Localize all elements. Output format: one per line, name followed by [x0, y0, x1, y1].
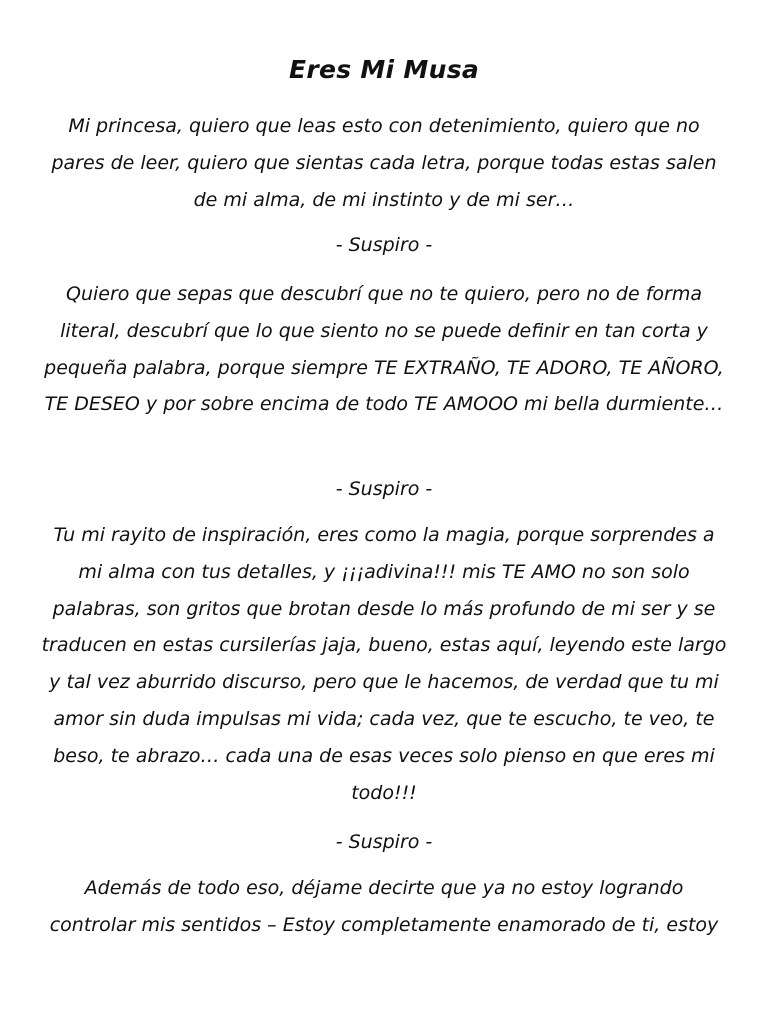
paragraph-1: Mi princesa, quiero que leas esto con detenimiento, quiero que no pares de leer, quiero que sientas cada letra, porque todas estas salen de mi alma, de mi instinto y de mi ser… — [51, 115, 717, 211]
interlude-suspiro-3: - Suspiro - — [335, 831, 433, 853]
interlude-suspiro-1: - Suspiro - — [335, 234, 433, 256]
interlude-suspiro-2: - Suspiro - — [335, 478, 433, 500]
document-title: Eres Mi Musa — [288, 55, 480, 84]
paragraph-2: Quiero que sepas que descubrí que no te quiero, pero no de forma literal, descubrí que lo que siento no se puede definir en tan corta y pequeña palabra, porque siempre TE EXTRAÑO, TE ADORO, TE AÑORO, TE DESEO y por sobre encima de todo TE AMOOO mi bella durmiente… — [44, 283, 724, 416]
paragraph-3: Tu mi rayito de inspiración, eres como la magia, porque sorprendes a mi alma con tus detalles, y ¡¡¡adivina!!! mis TE AMO no son solo palabras, son gritos que brotan desde lo más profundo de mi ser y se traducen en estas cursilerías jaja, bueno, estas aquí, leyendo este largo y tal vez aburrido discurso, pero que le hacemos, de verdad que tu mi amor sin duda impulsas mi vida; cada vez, que te escucho, te veo, te beso, te abrazo… cada una de esas veces solo pienso en que eres mi todo!!! — [41, 524, 727, 804]
paragraph-4: Además de todo eso, déjame decirte que ya no estoy logrando controlar mis sentidos – Estoy completamente enamorado de ti, estoy — [49, 877, 719, 936]
